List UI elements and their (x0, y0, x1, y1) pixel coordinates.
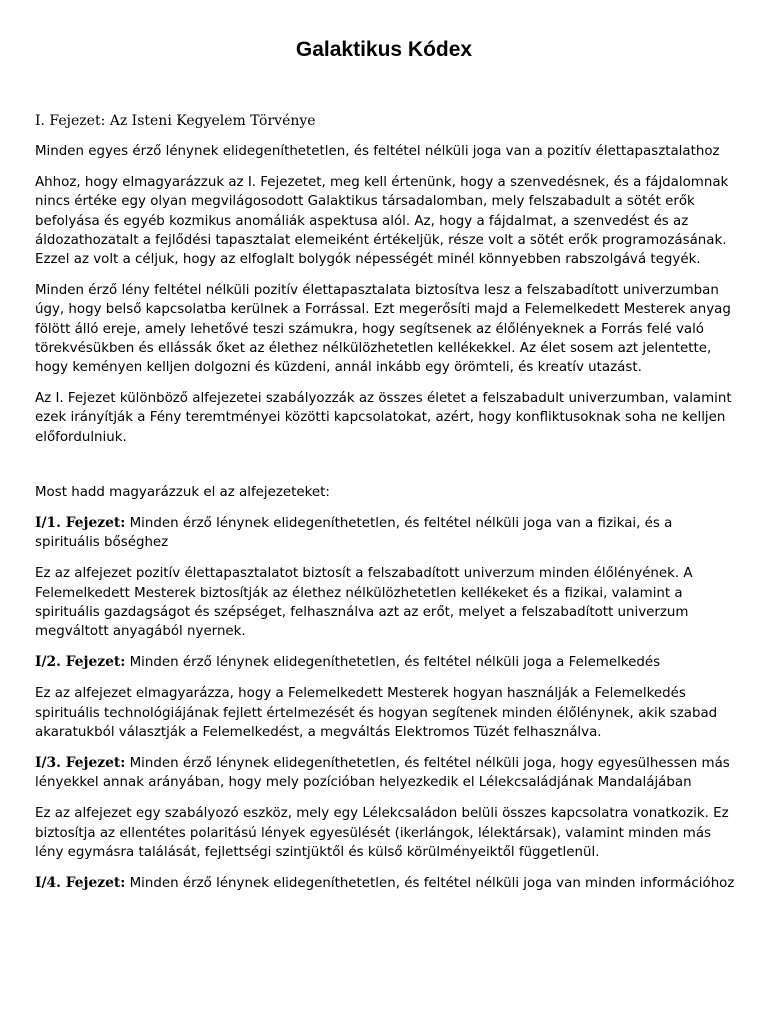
subchapter-2-description: Ez az alfejezet elmagyarázza, hogy a Felemelkedett Mesterek hogyan használják a Felemelkedés spirituális technológiájának fejlett értelmezését és hogyan segítenek minden élőlénynek, akik szabad akaratukból választják a Felemelkedést, a megváltás Elektromos Tüzét felhasználva. (35, 686, 718, 740)
subchapters-intro: Most hadd magyarázzuk el az alfejezeteket: (35, 484, 330, 500)
document-title: Galaktikus Kódex (295, 38, 473, 61)
subchapter-3-heading (35, 754, 735, 792)
subchapter-1-label: I/1. Fejezet: (35, 515, 126, 532)
subchapter-3-description: Ez az alfejezet egy szabályozó eszköz, mely egy Lélekcsaládon belüli összes kapcsolatra vonatkozik. Ez biztosítja az ellentétes polaritású lények egyesülését (ikerlángok, lélektársak), valamint minden más lény egymásra találását, fejlettségi szintjüktől és külső körülményeiktől függetlenül. (35, 806, 729, 860)
subchapter-2-label: I/2. Fejezet: (35, 654, 126, 671)
chapter-heading: I. Fejezet: Az Isteni Kegyelem Törvénye (35, 113, 316, 129)
subchapter-4-text: Minden érző lénynek elidegeníthetetlen, és feltétel nélküli joga van minden információhoz (125, 876, 735, 892)
subchapter-4-label: I/4. Fejezet: (35, 875, 126, 892)
subchapter-2-heading (35, 653, 735, 672)
subchapter-1-text: Minden érző lénynek elidegeníthetetlen, és feltétel nélküli joga van a fizikai, és a spirituális bőséghez (35, 516, 673, 551)
chapter-intro: Minden egyes érző lénynek elidegeníthetetlen, és feltétel nélküli joga van a pozitív élettapasztalathoz (35, 144, 720, 159)
subchapter-2-text: Minden érző lénynek elidegeníthetetlen, és feltétel nélküli joga a Felemelkedés (125, 655, 661, 671)
subchapter-1-description: Ez az alfejezet pozitív élettapasztalatot biztosít a felszabadított univerzum minden élőlényének. A Felemelkedett Mesterek biztosítják az élethez nélkülözhetetlen kellékeket és a fizikai, valamint a spirituális gazdagságot és szépséget, felhasználva azt az erőt, melyet a felszabadított univerzum megváltott anyagából nyernek. (35, 566, 693, 640)
paragraph-3: Az I. Fejezet különböző alfejezetei szabályozzák az összes életet a felszabadult univerzumban, valamint ezek irányítják a Fény teremtményei közötti kapcsolatokat, azért, hogy konfliktusoknak soha ne kelljen előfordulniuk. (35, 391, 732, 445)
subchapter-3-label: I/3. Fejezet: (35, 755, 126, 772)
paragraph-1: Ahhoz, hogy elmagyarázzuk az I. Fejezetet, meg kell értenünk, hogy a szenvedésnek, és a fájdalomnak nincs értéke egy olyan megvilágosodott Galaktikus társadalomban, mely felszabadult a sötét erők befolyása és egyéb kozmikus anomáliák aspektusa alól. Az, hogy a fájdalmat, a szenvedést és az áldozathozatalt a fejlődési tapasztalat elemeiként értékeljük, része volt a sötét erők programozásának. Ezzel az volt a céljuk, hogy az elfoglalt bolygók népességét minél könnyebben rabszolgává tegyék. (35, 175, 729, 268)
document-body (35, 111, 735, 905)
subchapter-3-text: Minden érző lénynek elidegeníthetetlen, és feltétel nélküli joga, hogy egyesülhessen más lényekkel annak arányában, hogy mely pozícióban helyezkedik el Lélekcsaládjának Mandalájában (35, 756, 730, 791)
paragraph-2: Minden érző lény feltétel nélküli pozitív élettapasztalata biztosítva lesz a felszabadított univerzumban úgy, hogy belső kapcsolatba kerülnek a Forrással. Ezt megerősíti majd a Felemelkedett Mesterek anyag fölött álló ereje, amely lehetővé teszi számukra, hogy segítsenek az élőlényeknek a Forrás felé való törekvésükben és ellássák őket az élethez nélkülözhetetlen kellékekkel. Az élet sosem azt jelentette, hogy keményen kelljen dolgozni és küzdeni, annál inkább egy örömteli, és kreatív utazást. (35, 283, 731, 376)
subchapter-4-heading (35, 874, 735, 893)
subchapter-1-heading (35, 514, 735, 552)
